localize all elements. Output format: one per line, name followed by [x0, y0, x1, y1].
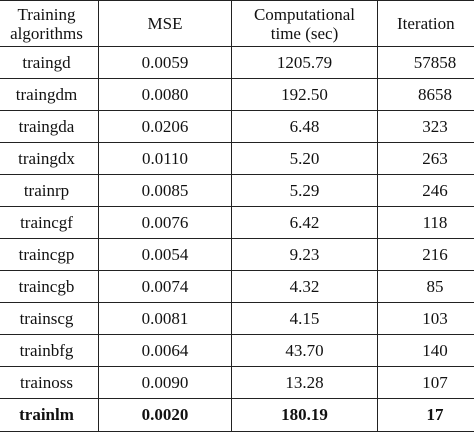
table-row [0, 79, 474, 111]
cell-iterations: 323 [378, 111, 474, 143]
header-iterations: Iteration [378, 1, 474, 47]
cell-iterations: 246 [378, 175, 474, 207]
header-computational-time [232, 1, 378, 47]
cell-iterations: 263 [378, 143, 474, 175]
cell-time: 13.28 [232, 367, 378, 399]
table-body [0, 47, 474, 432]
cell-algorithm: trainrp [0, 175, 99, 207]
cell-mse: 0.0080 [99, 79, 232, 111]
cell-algorithm: traincgp [0, 239, 99, 271]
table-row [0, 367, 474, 399]
cell-time: 180.19 [232, 399, 378, 432]
cell-algorithm: trainbfg [0, 335, 99, 367]
cell-iterations: 140 [378, 335, 474, 367]
table-row [0, 399, 474, 432]
cell-algorithm: traingd [0, 47, 99, 79]
cell-iterations: 57858 [378, 47, 474, 79]
table-header [0, 1, 474, 47]
header-training-algorithms [0, 1, 99, 47]
cell-mse: 0.0090 [99, 367, 232, 399]
cell-iterations: 17 [378, 399, 474, 432]
cell-mse: 0.0059 [99, 47, 232, 79]
cell-mse: 0.0081 [99, 303, 232, 335]
cell-iterations: 8658 [378, 79, 474, 111]
cell-algorithm: traingdm [0, 79, 99, 111]
cell-time: 6.48 [232, 111, 378, 143]
cell-algorithm: trainoss [0, 367, 99, 399]
header-training-algorithms-line1: Training [17, 4, 76, 24]
header-computational-time-line2: time (sec) [270, 23, 339, 43]
header-mse: MSE [99, 1, 232, 47]
table-row [0, 111, 474, 143]
table-row [0, 207, 474, 239]
cell-mse: 0.0020 [99, 399, 232, 432]
cell-mse: 0.0076 [99, 207, 232, 239]
cell-algorithm: traingdx [0, 143, 99, 175]
header-row [0, 1, 474, 47]
cell-time: 5.29 [232, 175, 378, 207]
cell-time: 5.20 [232, 143, 378, 175]
cell-iterations: 107 [378, 367, 474, 399]
table-row [0, 47, 474, 79]
cell-mse: 0.0085 [99, 175, 232, 207]
cell-time: 4.15 [232, 303, 378, 335]
cell-mse: 0.0110 [99, 143, 232, 175]
table-row [0, 335, 474, 367]
cell-mse: 0.0054 [99, 239, 232, 271]
table-row [0, 271, 474, 303]
cell-mse: 0.0074 [99, 271, 232, 303]
header-computational-time-line1: Computational [253, 4, 356, 24]
cell-time: 9.23 [232, 239, 378, 271]
cell-time: 192.50 [232, 79, 378, 111]
cell-algorithm: traingda [0, 111, 99, 143]
cell-time: 4.32 [232, 271, 378, 303]
cell-mse: 0.0064 [99, 335, 232, 367]
table-row [0, 143, 474, 175]
cell-algorithm: traincgb [0, 271, 99, 303]
cell-algorithm: traincgf [0, 207, 99, 239]
table-row [0, 303, 474, 335]
table-row [0, 239, 474, 271]
cell-iterations: 216 [378, 239, 474, 271]
cell-time: 43.70 [232, 335, 378, 367]
cell-iterations: 103 [378, 303, 474, 335]
cell-algorithm: trainscg [0, 303, 99, 335]
cell-mse: 0.0206 [99, 111, 232, 143]
cell-algorithm: trainlm [0, 399, 99, 432]
header-training-algorithms-line2: algorithms [10, 23, 83, 43]
cell-iterations: 85 [378, 271, 474, 303]
cell-time: 6.42 [232, 207, 378, 239]
cell-time: 1205.79 [232, 47, 378, 79]
cell-iterations: 118 [378, 207, 474, 239]
table-row [0, 175, 474, 207]
